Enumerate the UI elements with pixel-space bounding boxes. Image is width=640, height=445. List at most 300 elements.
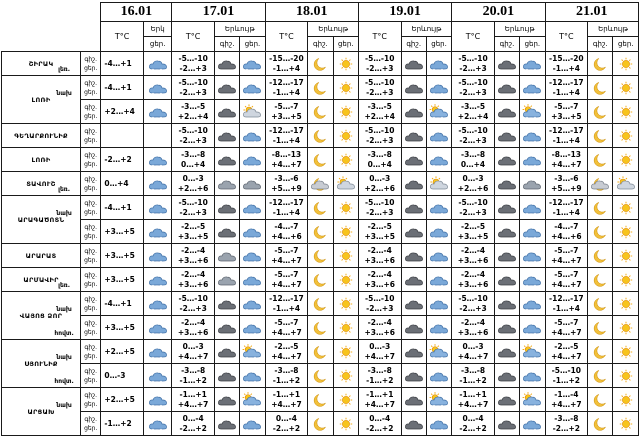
- night-temp: 0…-3: [369, 173, 391, 183]
- day-weather-cell: [333, 76, 358, 100]
- night-label: գիշ.: [84, 127, 98, 135]
- temp-range: -4…+1: [101, 76, 144, 100]
- temp-range: -4…+1: [101, 52, 144, 76]
- day-weather-cell: [520, 340, 545, 364]
- night-day-labels: [56, 89, 101, 124]
- night-temp: -3…-5: [367, 101, 392, 111]
- night-weather-cell: [401, 172, 426, 196]
- temp-range: [452, 292, 495, 316]
- snow-sun-icon: [429, 105, 449, 119]
- temp-column-header: T°C: [172, 22, 215, 52]
- overcast-icon: [404, 177, 424, 191]
- night-temp: -5…-10: [458, 293, 488, 303]
- night-temp: -1…+1: [366, 389, 394, 399]
- day-weather-cell: [426, 268, 451, 292]
- day-weather-cell: [426, 316, 451, 340]
- day-temp: +4…+7: [271, 351, 302, 361]
- day-weather-cell: [426, 148, 451, 172]
- day-temp: +3…+5: [364, 231, 395, 241]
- day-weather-cell: [613, 100, 639, 124]
- day-temp: -1…+4: [552, 135, 581, 145]
- night-temp: -5…-10: [178, 125, 208, 135]
- overcast-icon: [404, 321, 424, 335]
- night-temp: -2…-5: [181, 221, 206, 231]
- day-temp: -1…+4: [552, 303, 581, 313]
- night-weather-cell: [588, 172, 613, 196]
- night-temp: -5…-7: [554, 317, 579, 327]
- day-temp: +2…+6: [364, 183, 395, 193]
- day-weather-cell: [426, 100, 451, 124]
- table-row: [2, 100, 639, 124]
- temp-range: -2…+2: [101, 148, 144, 172]
- night-weather-cell: [494, 268, 519, 292]
- night-weather-cell: [214, 364, 239, 388]
- region-name: ԱՐԱԳԱԾՈՏՆ: [2, 196, 81, 244]
- day-temp: +2…+6: [457, 183, 489, 193]
- clear-icon: [616, 105, 636, 119]
- night-weather-cell: [401, 244, 426, 268]
- day-temp: -2…+3: [459, 87, 487, 97]
- night-weather-cell: [494, 388, 519, 412]
- snow-icon: [429, 153, 449, 167]
- overcast-icon: [217, 393, 237, 407]
- region-name: ՏԱՎՈՒՇ: [2, 172, 81, 196]
- day-weather-cell: [333, 172, 358, 196]
- night-weather-cell: [494, 196, 519, 220]
- night-label: գիշ.: [84, 223, 98, 231]
- night-temp: -3…-8: [460, 149, 486, 159]
- snow-sun-icon: [522, 345, 542, 359]
- day-date-header: 16.01: [101, 3, 172, 22]
- temp-range: [172, 76, 215, 100]
- day-weather-cell: [520, 196, 545, 220]
- snow-icon: [522, 417, 542, 431]
- snow-icon: [429, 297, 449, 311]
- night-label: գիշ.: [84, 247, 98, 255]
- overcast-icon: [404, 297, 424, 311]
- night-temp: -1…+1: [272, 389, 301, 399]
- night-temp: -3…-8: [367, 149, 392, 159]
- clear-night-icon: [310, 201, 330, 215]
- partly-cloudy-night-icon: [310, 177, 330, 191]
- temp-range: [545, 220, 588, 244]
- day-weather-cell: [426, 244, 451, 268]
- temp-range: [452, 100, 495, 124]
- night-temp: -5…-10: [178, 197, 208, 207]
- day-weather-cell: [520, 364, 545, 388]
- night-temp: -1…+1: [179, 389, 207, 399]
- night-temp: -5…-7: [274, 269, 299, 279]
- snow-icon: [242, 249, 262, 263]
- day-temp: +2…+6: [177, 183, 209, 193]
- temp-range: [545, 100, 588, 124]
- weather-column-header: Երևույթ: [308, 22, 359, 37]
- night-weather-cell: [214, 76, 239, 100]
- temp-range: [358, 220, 401, 244]
- subregion-label: նախ: [56, 401, 72, 409]
- night-temp: -4…-7: [554, 221, 579, 231]
- night-temp: -5…-10: [178, 293, 208, 303]
- day-weather-cell: [520, 316, 545, 340]
- night-weather-cell: [401, 148, 426, 172]
- temp-range: [172, 196, 215, 220]
- table-row: [2, 148, 639, 172]
- table-row: [2, 316, 639, 340]
- night-temp: -5…-7: [554, 101, 579, 111]
- snow-icon: [148, 369, 168, 383]
- region-name: ՎԱՅՈՑ ՁՈՐ: [2, 292, 81, 340]
- day-temp: +2…+4: [177, 111, 209, 121]
- clear-night-icon: [310, 81, 330, 95]
- temp-range: [545, 316, 588, 340]
- day-weather-cell: [333, 52, 358, 76]
- day-temp: -2…+2: [552, 423, 581, 433]
- day-label: ցեր.: [84, 184, 98, 192]
- temp-range: 0…+4: [101, 172, 144, 196]
- snow-icon: [148, 297, 168, 311]
- night-temp: -3…-6: [274, 173, 299, 183]
- night-weather-cell: [494, 100, 519, 124]
- overcast-icon: [404, 153, 424, 167]
- region-name: ԱՐԱՐԱՏ: [2, 244, 81, 268]
- day-temp: -1…+2: [459, 375, 487, 385]
- day-weather-cell: [240, 388, 265, 412]
- temp-range: [358, 124, 401, 148]
- cloudy-icon: [242, 177, 262, 191]
- day-weather-cell: [240, 100, 265, 124]
- snow-icon: [429, 57, 449, 71]
- clear-icon: [616, 417, 636, 431]
- day-temp: +4…+6: [551, 231, 582, 241]
- overcast-icon: [217, 105, 237, 119]
- clear-night-icon: [590, 201, 610, 215]
- night-day-labels: [81, 172, 101, 196]
- subregion-label: լեռ.: [58, 65, 71, 73]
- day-temp: -2…+3: [179, 303, 207, 313]
- night-label: գիշ.: [84, 295, 98, 303]
- day-weather-cell: [520, 52, 545, 76]
- day-subheader: ցեր.: [613, 37, 639, 52]
- night-subheader: գիշ.: [494, 37, 519, 52]
- snow-icon: [429, 273, 449, 287]
- overcast-icon: [217, 57, 237, 71]
- temp-range: [545, 124, 588, 148]
- temp-range: [452, 148, 495, 172]
- day-date-header: 21.01: [545, 3, 638, 22]
- temp-range: [265, 340, 308, 364]
- snow-icon: [429, 417, 449, 431]
- weather-column-header: Երևույթ: [494, 22, 545, 37]
- temp-range: -4…+1: [101, 292, 144, 316]
- table-row: [2, 196, 639, 220]
- day-weather-cell: [426, 52, 451, 76]
- clear-icon: [336, 249, 356, 263]
- night-temp: -12…-17: [549, 125, 584, 135]
- clear-icon: [336, 321, 356, 335]
- temp-range: [265, 172, 308, 196]
- snow-icon: [148, 273, 168, 287]
- temp-range: [265, 244, 308, 268]
- snow-icon: [148, 105, 168, 119]
- night-weather-cell: [588, 244, 613, 268]
- night-temp: -3…-5: [460, 101, 486, 111]
- day-label: ցեր.: [84, 160, 98, 168]
- temp-range: +2…+4: [101, 100, 144, 124]
- snow-icon: [242, 57, 262, 71]
- temp-range: 0…-3: [101, 364, 144, 388]
- snow-icon: [242, 201, 262, 215]
- day-weather-cell: [333, 148, 358, 172]
- day-weather-cell: [333, 196, 358, 220]
- day-temp: -2…+3: [459, 303, 487, 313]
- snow-sun-icon: [242, 345, 262, 359]
- temp-range: [265, 316, 308, 340]
- night-temp: -5…-10: [365, 77, 395, 87]
- night-weather-cell: [401, 340, 426, 364]
- day-temp: -2…+3: [459, 207, 487, 217]
- night-weather-cell: [401, 52, 426, 76]
- subregion-label: նախ: [56, 353, 72, 361]
- snow-icon: [148, 345, 168, 359]
- day-weather-cell: [240, 148, 265, 172]
- temp-range: [265, 148, 308, 172]
- day-temp: 0…+4: [367, 159, 392, 169]
- day-temp: -1…+4: [272, 87, 301, 97]
- night-temp: -12…-17: [269, 125, 304, 135]
- snow-icon: [429, 369, 449, 383]
- night-temp: -2…-4: [367, 317, 392, 327]
- snow-icon: [429, 129, 449, 143]
- day-weather-cell: [333, 268, 358, 292]
- night-weather-cell: [214, 148, 239, 172]
- snow-icon: [242, 297, 262, 311]
- subregion-label: հովտ.: [54, 329, 74, 337]
- day-temp: +4…+7: [271, 399, 302, 409]
- clear-icon: [336, 297, 356, 311]
- day-temp: +4…+7: [457, 351, 489, 361]
- day-temp: -2…+3: [366, 135, 394, 145]
- region-name: ԱՐՄԱՎԻՐ: [2, 268, 81, 292]
- day-weather-cell: [520, 268, 545, 292]
- snow-icon: [148, 201, 168, 215]
- day-temp: +4…+7: [177, 399, 209, 409]
- day-weather-cell: [613, 196, 639, 220]
- day-weather-cell: [426, 76, 451, 100]
- night-weather-cell: [588, 268, 613, 292]
- clear-night-icon: [310, 153, 330, 167]
- night-weather-cell: [308, 124, 333, 148]
- night-temp: 0…-4: [462, 413, 484, 423]
- day-temp: +4…+7: [551, 255, 582, 265]
- temp-range: -4…+1: [101, 196, 144, 220]
- day-temp: -2…+3: [459, 63, 487, 73]
- night-temp: -2…-4: [181, 245, 206, 255]
- day-temp: -1…+2: [272, 375, 301, 385]
- night-weather-cell: [214, 172, 239, 196]
- night-weather-cell: [401, 100, 426, 124]
- clear-icon: [336, 105, 356, 119]
- temp-range: [545, 340, 588, 364]
- night-weather-cell: [214, 412, 239, 436]
- day-temp: +3…+6: [364, 279, 395, 289]
- day-weather-cell: [613, 412, 639, 436]
- day-weather-cell: [333, 388, 358, 412]
- clear-night-icon: [310, 105, 330, 119]
- day-weather-cell: [426, 340, 451, 364]
- temp-range: [545, 52, 588, 76]
- clear-icon: [336, 369, 356, 383]
- day-weather-cell: [613, 388, 639, 412]
- day-temp: -1…+2: [179, 375, 207, 385]
- day-weather-cell: [613, 292, 639, 316]
- night-weather-cell: [588, 388, 613, 412]
- day-weather-cell: [613, 220, 639, 244]
- day-weather-cell: [520, 292, 545, 316]
- snow-icon: [242, 129, 262, 143]
- night-weather-cell: [494, 172, 519, 196]
- overcast-icon: [497, 273, 517, 287]
- clear-night-icon: [310, 321, 330, 335]
- temp-range: [265, 220, 308, 244]
- day-label: ցեր.: [84, 376, 98, 384]
- night-temp: -3…-8: [460, 365, 486, 375]
- day-weather-cell: [426, 292, 451, 316]
- day-weather-cell: [333, 316, 358, 340]
- temp-range: [452, 316, 495, 340]
- night-temp: -2…-5: [460, 221, 486, 231]
- day-label: ցեր.: [84, 400, 98, 408]
- day-date-header: 17.01: [172, 3, 265, 22]
- night-temp: -4…-7: [274, 221, 299, 231]
- day-label: ցեր.: [84, 352, 98, 360]
- day-weather-cell: [613, 124, 639, 148]
- clear-icon: [616, 201, 636, 215]
- day-temp: -2…+3: [179, 87, 207, 97]
- snow-sun-icon: [522, 105, 542, 119]
- day-weather-cell: [333, 340, 358, 364]
- clear-night-icon: [590, 249, 610, 263]
- subregion-label: նախ: [56, 89, 72, 97]
- overcast-icon: [404, 249, 424, 263]
- night-label: գիշ.: [84, 79, 98, 87]
- night-temp: -15…-20: [549, 53, 584, 63]
- temp-range: [452, 124, 495, 148]
- overcast-icon: [217, 417, 237, 431]
- night-weather-cell: [214, 100, 239, 124]
- night-temp: -2…-4: [460, 245, 486, 255]
- temp-column-header: T°C: [358, 22, 401, 52]
- night-weather-cell: [308, 268, 333, 292]
- temp-range: [452, 412, 495, 436]
- temp-range: [358, 412, 401, 436]
- night-temp: 0…-3: [462, 173, 484, 183]
- day-weather-cell: [426, 124, 451, 148]
- clear-icon: [336, 57, 356, 71]
- temp-range: [545, 388, 588, 412]
- weather-icon-cell: [143, 196, 171, 220]
- night-day-labels: [81, 244, 101, 268]
- clear-icon: [616, 273, 636, 287]
- temp-range: [172, 52, 215, 76]
- temp-range: [172, 220, 215, 244]
- overcast-icon: [217, 297, 237, 311]
- temp-range: [545, 412, 588, 436]
- temp-range: [358, 196, 401, 220]
- night-day-labels: [56, 401, 101, 436]
- night-subheader: գիշ.: [308, 37, 333, 52]
- clear-night-icon: [310, 345, 330, 359]
- temp-range: [452, 196, 495, 220]
- night-weather-cell: [214, 220, 239, 244]
- temp-range: [172, 148, 215, 172]
- day-temp: -2…+3: [366, 87, 394, 97]
- cloudy-icon: [217, 249, 237, 263]
- day-weather-cell: [613, 148, 639, 172]
- clear-icon: [336, 153, 356, 167]
- weather-icon-cell: [143, 340, 171, 364]
- temp-range: [172, 268, 215, 292]
- overcast-icon: [497, 369, 517, 383]
- overcast-icon: [217, 369, 237, 383]
- day-temp: -1…+4: [552, 63, 581, 73]
- clear-night-icon: [590, 225, 610, 239]
- day-weather-cell: [520, 100, 545, 124]
- temp-column-header: T°C: [265, 22, 308, 52]
- clear-icon: [616, 249, 636, 263]
- day-label: ցեր.: [84, 328, 98, 336]
- temp-range: [545, 196, 588, 220]
- snow-icon: [522, 129, 542, 143]
- weather-icon-cell: [143, 412, 171, 436]
- night-weather-cell: [494, 148, 519, 172]
- night-temp: -3…-8: [274, 365, 299, 375]
- temp-range: [358, 244, 401, 268]
- clear-night-icon: [310, 369, 330, 383]
- weather-icon-cell: [143, 388, 171, 412]
- day-weather-cell: [240, 316, 265, 340]
- weather-column-header: Երևույթ: [214, 22, 265, 37]
- table-row: [2, 124, 639, 148]
- subregion-label: նախ: [56, 305, 72, 313]
- night-temp: -2…-4: [367, 269, 392, 279]
- temp-range: [358, 340, 401, 364]
- night-weather-cell: [214, 340, 239, 364]
- temp-range: [452, 52, 495, 76]
- cloudy-icon: [217, 273, 237, 287]
- weather-icon-cell: [143, 292, 171, 316]
- day-temp: -2…+3: [366, 63, 394, 73]
- overcast-icon: [497, 81, 517, 95]
- snow-icon: [242, 273, 262, 287]
- day-temp: -2…+3: [459, 135, 487, 145]
- day-weather-cell: [333, 412, 358, 436]
- day-label: ցեր.: [84, 112, 98, 120]
- day-weather-cell: [240, 364, 265, 388]
- day-temp: +3…+5: [177, 231, 209, 241]
- overcast-icon: [404, 81, 424, 95]
- night-weather-cell: [401, 388, 426, 412]
- snow-icon: [429, 321, 449, 335]
- night-temp: -12…-17: [549, 77, 584, 87]
- overcast-icon: [404, 57, 424, 71]
- day-temp: +2…+4: [457, 111, 489, 121]
- night-temp: -3…-8: [554, 413, 579, 423]
- night-temp: -5…-7: [554, 269, 579, 279]
- day-weather-cell: [333, 124, 358, 148]
- overcast-icon: [497, 249, 517, 263]
- temp-range: [172, 172, 215, 196]
- snow-icon: [522, 273, 542, 287]
